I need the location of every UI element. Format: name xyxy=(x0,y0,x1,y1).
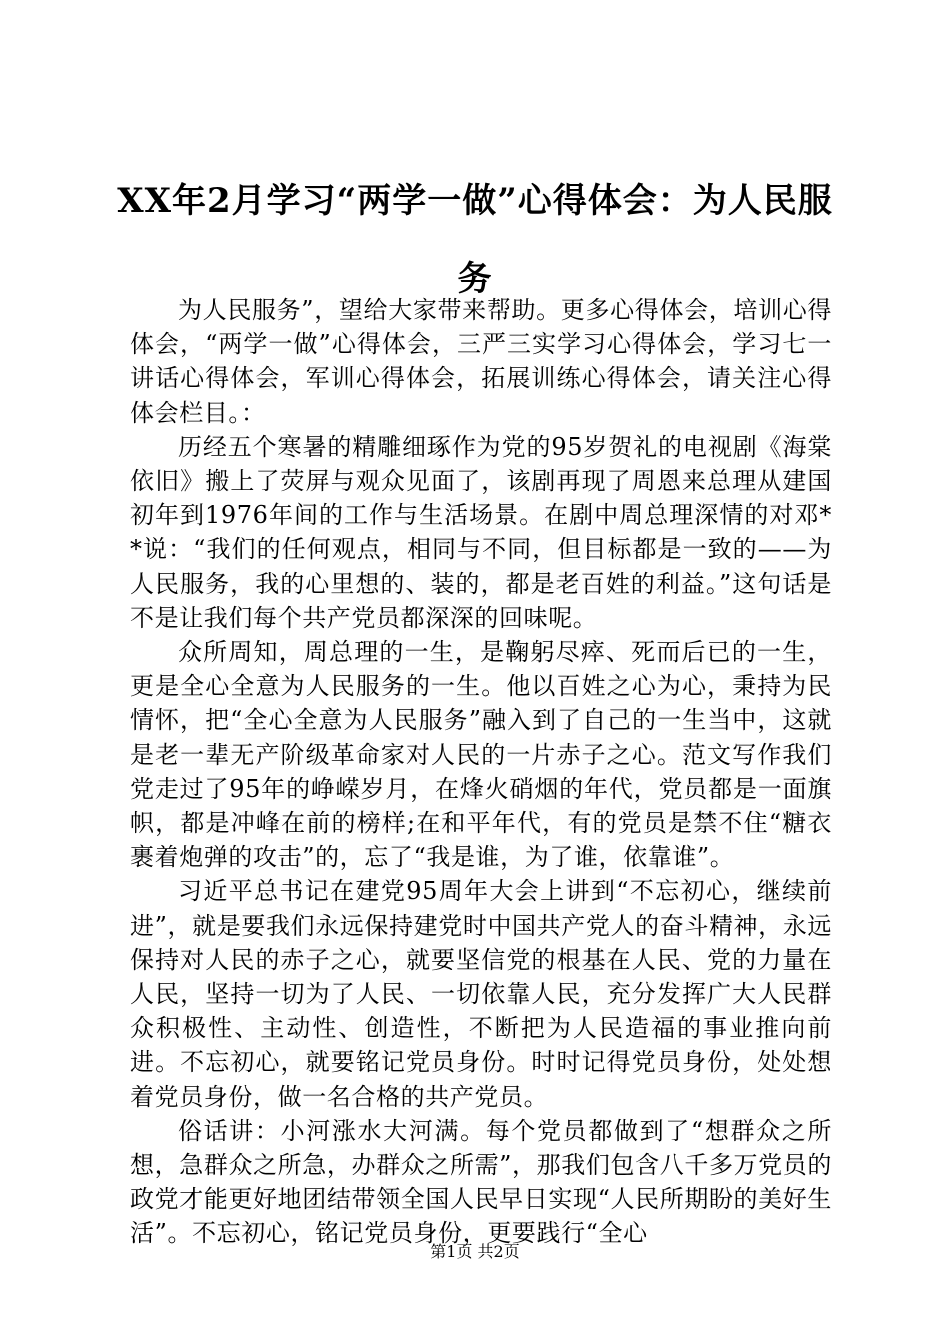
paragraph-zhou-life: 众所周知，周总理的一生，是鞠躬尽瘁、死而后已的一生，更是全心全意为人民服务的一生。他以百姓之心为心，秉持为民情怀，把“全心全意为人民服务”融入到了自己的一生当中，这就是老一辈无产阶级革命家对人民的一片赤子之心。范文写作我们党走过了95年的峥嵘岁月，在烽火硝烟的年代，党员都是一面旗帜，都是冲峰在前的榜样;在和平年代，有的党员是禁不住“糖衣裹着炮弹的攻击”的，忘了“我是谁，为了谁，依靠谁”。 xyxy=(130,638,832,872)
paragraph-intro: 为人民服务”，望给大家带来帮助。更多心得体会，培训心得体会，“两学一做”心得体会，三严三实学习心得体会，学习七一讲话心得体会，军训心得体会，拓展训练心得体会，请关注心得体会栏目。： xyxy=(130,296,832,427)
page-number-footer: 第1页 共2页 xyxy=(430,1242,520,1261)
document-body xyxy=(130,293,832,1251)
document-title: XX年2月学习“两学一做”心得体会：为人民服务 xyxy=(117,181,833,299)
paragraph-xi-speech: 习近平总书记在建党95周年大会上讲到“不忘初心，继续前进”，就是要我们永远保持建党时中国共产党人的奋斗精神，永远保持对人民的赤子之心，就要坚信党的根基在人民、党的力量在人民，坚持一切为了人民、一切依靠人民，充分发挥广大人民群众积极性、主动性、创造性，不断把为人民造福的事业推向前进。不忘初心，就要铭记党员身份。时时记得党员身份，处处想着党员身份，做一名合格的共产党员。 xyxy=(130,877,832,1111)
paragraph-haitang: 历经五个寒暑的精雕细琢作为党的95岁贺礼的电视剧《海棠依旧》搬上了荧屏与观众见面了，该剧再现了周恩来总理从建国初年到1976年间的工作与生活场景。在剧中周总理深情的对邓**说：“我们的任何观点，相同与不同，但目标都是一致的——为人民服务，我的心里想的、装的，都是老百姓的利益。”这句话是不是让我们每个共产党员都深深的回味呢。 xyxy=(130,432,832,632)
paragraph-proverb: 俗话讲：小河涨水大河满。每个党员都做到了“想群众之所想，急群众之所急，办群众之所需”，那我们包含八千多万党员的政党才能更好地团结带领全国人民早日实现“人民所期盼的美好生活”。不忘初心，铭记党员身份，更要践行“全心 xyxy=(130,1116,832,1248)
